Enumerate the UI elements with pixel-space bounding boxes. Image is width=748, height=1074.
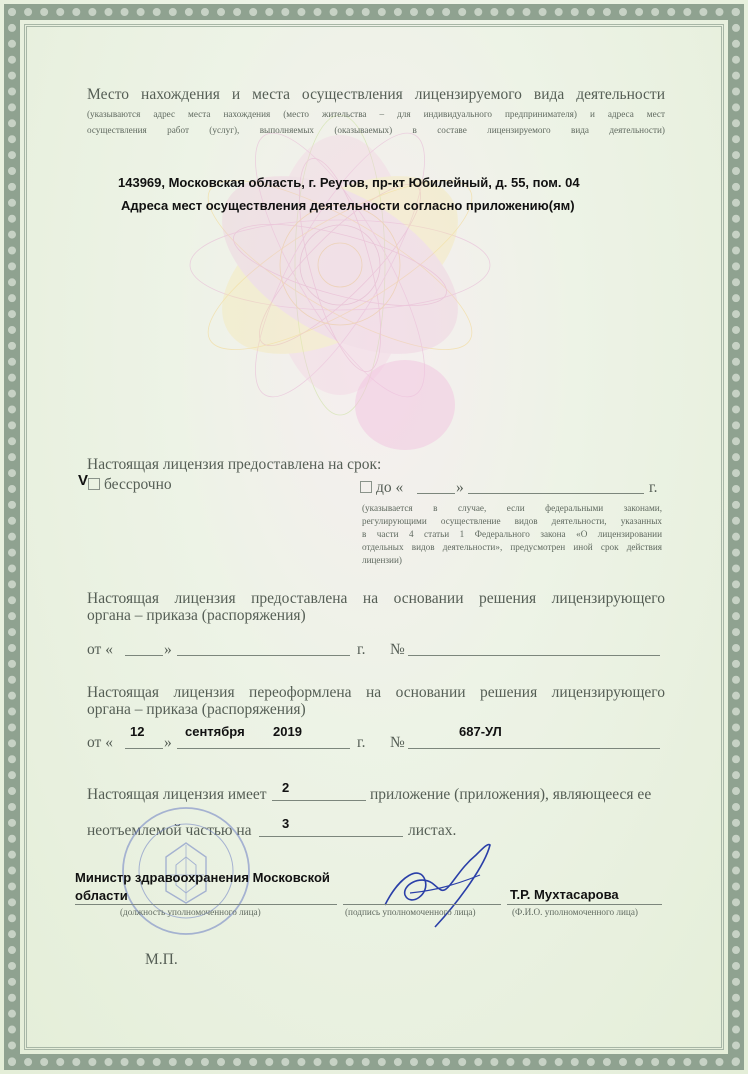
appendix-count-line [272, 800, 366, 801]
indefinite-option [88, 476, 172, 494]
granted-number-sign: № [390, 641, 405, 658]
signatory-position-line2: области [75, 888, 128, 903]
until-option [360, 479, 403, 497]
location-note-line2: осуществления работ (услуг), выполняемых (оказываемых) в составе лицензируемого вида деятельности) [87, 125, 665, 135]
granted-line2: органа – приказа (распоряжения) [87, 607, 306, 624]
activity-places-value: Адреса мест осуществления деятельности согласно приложению(ям) [121, 198, 575, 213]
appendix-count-value: 2 [282, 780, 290, 795]
reissued-number-value: 687-УЛ [459, 724, 502, 739]
term-note-line3: в части 4 статьи 1 Федерального закона «О лицензировании [362, 529, 662, 539]
reissued-number-line [408, 748, 660, 749]
address-value: 143969, Московская область, г. Реутов, пр-кт Юбилейный, д. 55, пом. 04 [118, 175, 580, 190]
reissued-line2: органа – приказа (распоряжения) [87, 701, 306, 718]
granted-date-line [177, 655, 350, 656]
reissued-year-value: 2019 [273, 724, 302, 739]
term-note-line2: регулирующими осуществление видов деятельности, указанных [362, 516, 662, 526]
indefinite-checkbox [88, 478, 100, 490]
reissued-date-line [177, 748, 350, 749]
granted-day-line [125, 655, 163, 656]
appendix-sheets-value: 3 [282, 816, 290, 831]
reissued-day-value: 12 [130, 724, 145, 739]
location-note-line1: (указываются адрес места нахождения (место жительства – для индивидуального предпринимателя) и адреса мест [87, 109, 665, 119]
reissued-from-label: от « [87, 734, 113, 751]
indefinite-check-mark: V [78, 472, 89, 489]
guilloche-rosette [175, 115, 505, 460]
granted-number-line [408, 655, 660, 656]
signature-caption: (подпись уполномоченного лица) [345, 907, 476, 917]
appendix-text1: Настоящая лицензия имеет [87, 786, 267, 803]
until-label: до « [376, 479, 404, 496]
reissued-year-suffix: г. [357, 734, 366, 751]
reissued-day-line [125, 748, 163, 749]
signatory-position-line1: Министр здравоохранения Московской [75, 870, 330, 885]
granted-close-quote: » [164, 641, 172, 658]
until-date-line [468, 493, 644, 494]
reissued-close-quote: » [164, 734, 172, 751]
term-note-line5: лицензии) [362, 555, 402, 565]
term-note-line1: (указывается в случае, если федеральными законами, [362, 503, 662, 513]
term-heading: Настоящая лицензия предоставлена на срок: [87, 456, 382, 473]
position-caption: (должность уполномоченного лица) [120, 907, 261, 917]
location-heading: Место нахождения и места осуществления лицензируемого вида деятельности [87, 86, 665, 103]
appendix-text4: листах. [408, 822, 457, 839]
name-line [507, 904, 662, 905]
until-close-quote: » [456, 479, 464, 496]
granted-from-label: от « [87, 641, 113, 658]
name-caption: (Ф.И.О. уполномоченного лица) [512, 907, 638, 917]
reissued-line1: Настоящая лицензия переоформлена на основании решения лицензирующего [87, 684, 665, 701]
seal-place-label: М.П. [145, 951, 178, 968]
until-day-line [417, 493, 455, 494]
appendix-text2: приложение (приложения), являющееся ее [370, 786, 652, 803]
signature-line [343, 904, 501, 905]
reissued-month-value: сентября [185, 724, 245, 739]
indefinite-label: бессрочно [104, 476, 172, 493]
granted-year-suffix: г. [357, 641, 366, 658]
until-checkbox [360, 481, 372, 493]
signatory-name: Т.Р. Мухтасарова [510, 887, 619, 902]
position-line [75, 904, 337, 905]
granted-line1: Настоящая лицензия предоставлена на основании решения лицензирующего [87, 590, 665, 607]
until-year-suffix: г. [649, 479, 658, 496]
appendix-text3: неотъемлемой частью на [87, 822, 252, 839]
reissued-number-sign: № [390, 734, 405, 751]
term-note-line4: отдельных видов деятельности», предусмотрен иной срок действия [362, 542, 662, 552]
